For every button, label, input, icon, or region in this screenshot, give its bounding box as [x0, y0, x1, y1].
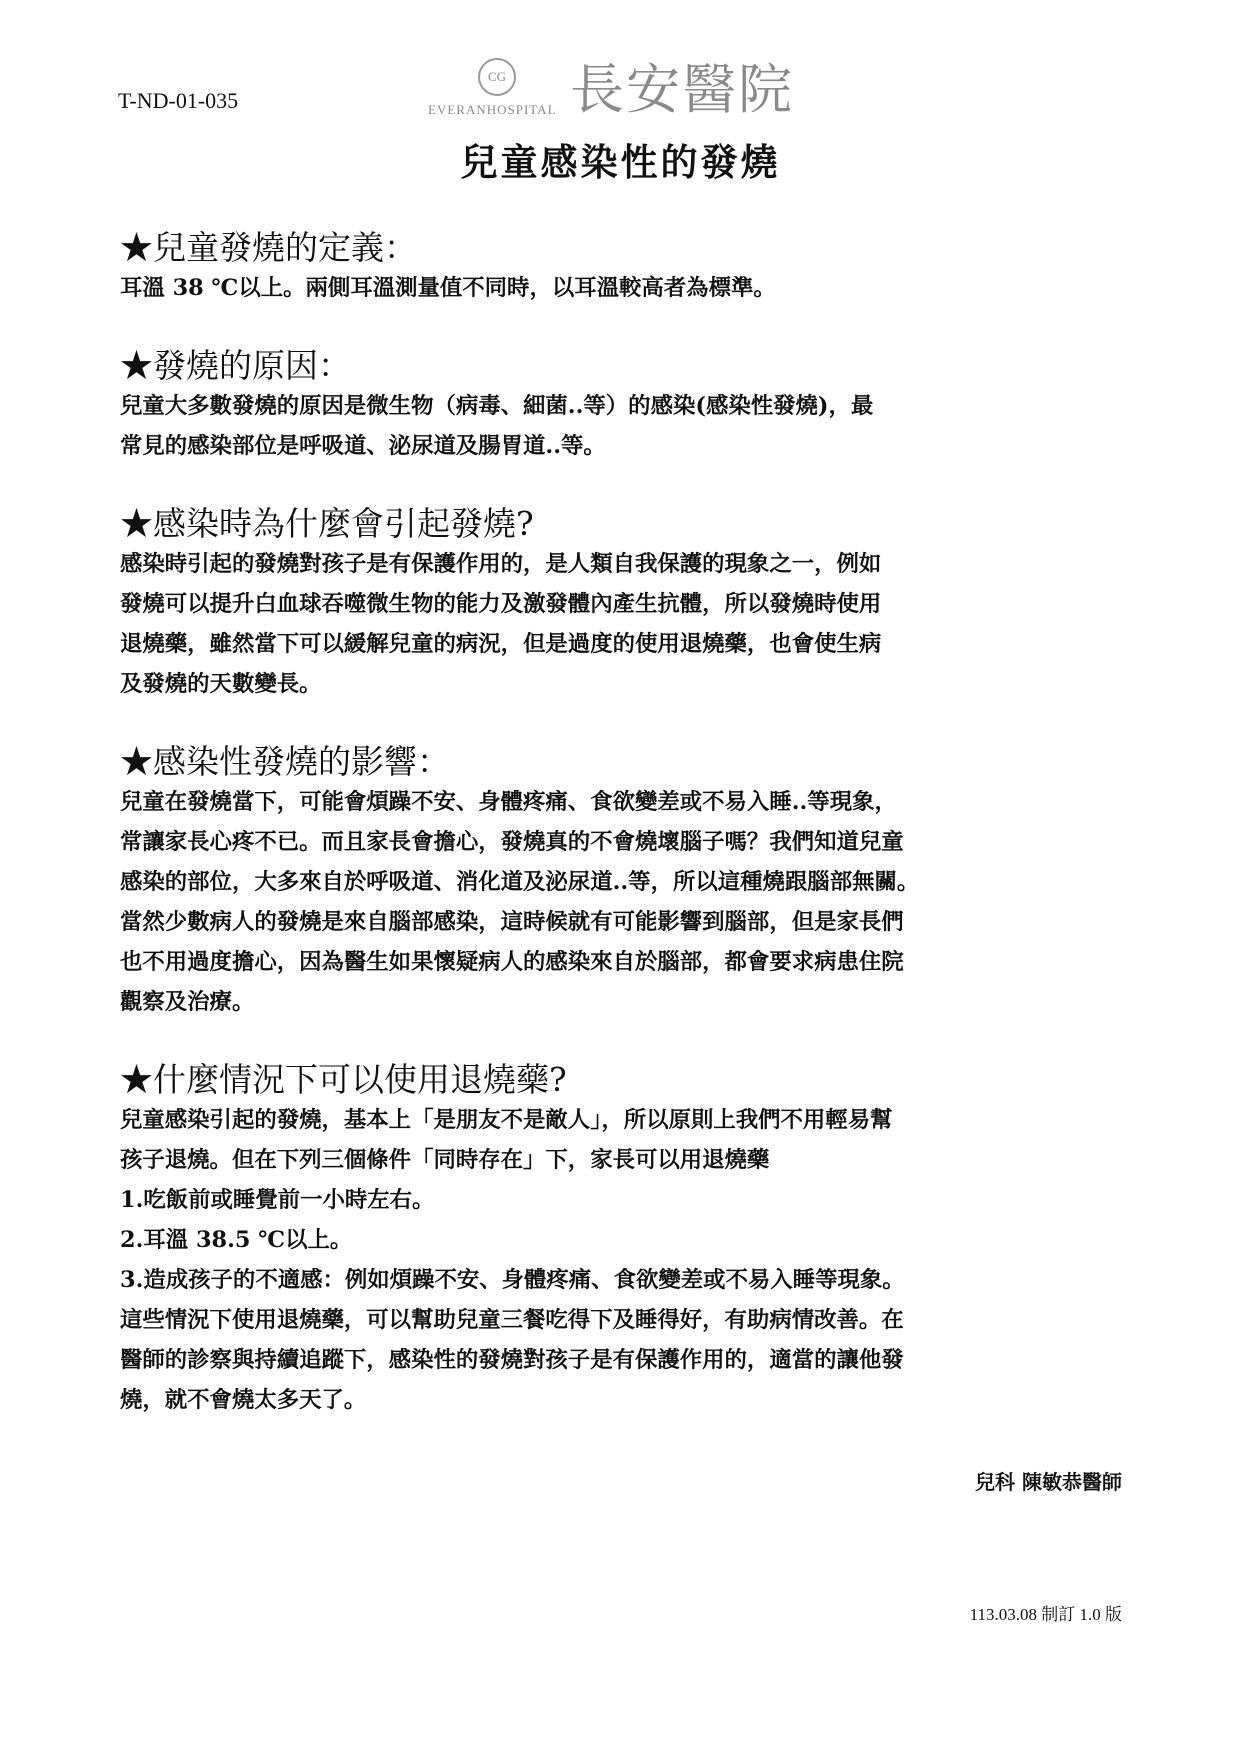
paragraph-line: 兒童在發燒當下，可能會煩躁不安、身體疼痛、食欲變差或不易入睡..等現象， [120, 789, 897, 815]
section-heading: ★兒童發燒的定義： [120, 228, 417, 267]
section-why-fever [120, 504, 1130, 704]
list-item: 3.造成孩子的不適感：例如煩躁不安、身體疼痛、食欲變差或不易入睡等現象。 [120, 1267, 905, 1293]
section-fever-definition [120, 228, 1130, 308]
paragraph-line: 兒童感染引起的發燒，基本上「是朋友不是敵人」，所以原則上我們不用輕易幫 [120, 1107, 893, 1133]
paragraph-line: 發燒可以提升白血球吞噬微生物的能力及激發體內產生抗體，所以發燒時使用 [120, 591, 882, 617]
paragraph-line: 退燒藥，雖然當下可以緩解兒童的病況，但是過度的使用退燒藥，也會使生病 [120, 631, 882, 657]
section-heading: ★發燒的原因： [120, 346, 351, 385]
section-fever-effects [120, 742, 1130, 1022]
paragraph-line: 也不用過度擔心，因為醫生如果懷疑病人的感染來自於腦部，都會要求病患住院 [120, 949, 904, 975]
paragraph-line: 兒童大多數發燒的原因是微生物（病毒、細菌..等）的感染(感染性發燒)，最 [120, 393, 874, 419]
paragraph-line: 孩子退燒。但在下列三個條件「同時存在」下，家長可以用退燒藥 [120, 1147, 770, 1173]
document-code: T-ND-01-035 [118, 88, 239, 113]
paragraph-line: 常讓家長心疼不已。而且家長會擔心，發燒真的不會燒壞腦子嗎？我們知道兒童 [120, 829, 904, 855]
paragraph-line: 觀察及治療。 [120, 989, 255, 1015]
section-antipyretic-use [120, 1060, 1130, 1420]
paragraph-line: 當然少數病人的發燒是來自腦部感染，這時候就有可能影響到腦部，但是家長們 [120, 909, 904, 935]
author-signature: 兒科 陳敏恭醫師 [975, 1470, 1122, 1494]
paragraph-line: 感染的部位，大多來自於呼吸道、消化道及泌尿道..等，所以這種燒跟腦部無關。 [120, 869, 920, 895]
list-item: 1.吃飯前或睡覺前一小時左右。 [120, 1187, 435, 1213]
section-heading: ★感染時為什麼會引起發燒? [120, 504, 534, 543]
list-item: 2.耳溫 38.5 ℃以上。 [120, 1227, 353, 1253]
logo-english-name: EVERANHOSPITAL [428, 102, 557, 117]
hospital-logo [428, 58, 828, 122]
paragraph-line: 常見的感染部位是呼吸道、泌尿道及腸胃道..等。 [120, 433, 606, 459]
paragraph-line: 耳溫 38 ℃以上。兩側耳溫測量值不同時，以耳溫較高者為標準。 [120, 275, 776, 301]
section-heading: ★感染性發燒的影響： [120, 742, 450, 781]
paragraph-line: 及發燒的天數變長。 [120, 671, 322, 697]
revision-note: 113.03.08 制訂 1.0 版 [969, 1605, 1122, 1624]
logo-chinese-name: 長安醫院 [570, 58, 794, 121]
section-fever-causes [120, 346, 1130, 466]
hospital-emblem-icon: CG [478, 58, 516, 96]
paragraph-line: 這些情況下使用退燒藥，可以幫助兒童三餐吃得下及睡得好，有助病情改善。在 [120, 1307, 904, 1333]
paragraph-line: 醫師的診察與持續追蹤下，感染性的發燒對孩子是有保護作用的，適當的讓他發 [120, 1347, 904, 1373]
page-title: 兒童感染性的發燒 [460, 140, 781, 184]
document-body [120, 228, 1130, 1420]
paragraph-line: 感染時引起的發燒對孩子是有保護作用的，是人類自我保護的現象之一，例如 [120, 551, 882, 577]
paragraph-line: 燒，就不會燒太多天了。 [120, 1387, 367, 1413]
section-heading: ★什麼情況下可以使用退燒藥? [120, 1060, 567, 1099]
